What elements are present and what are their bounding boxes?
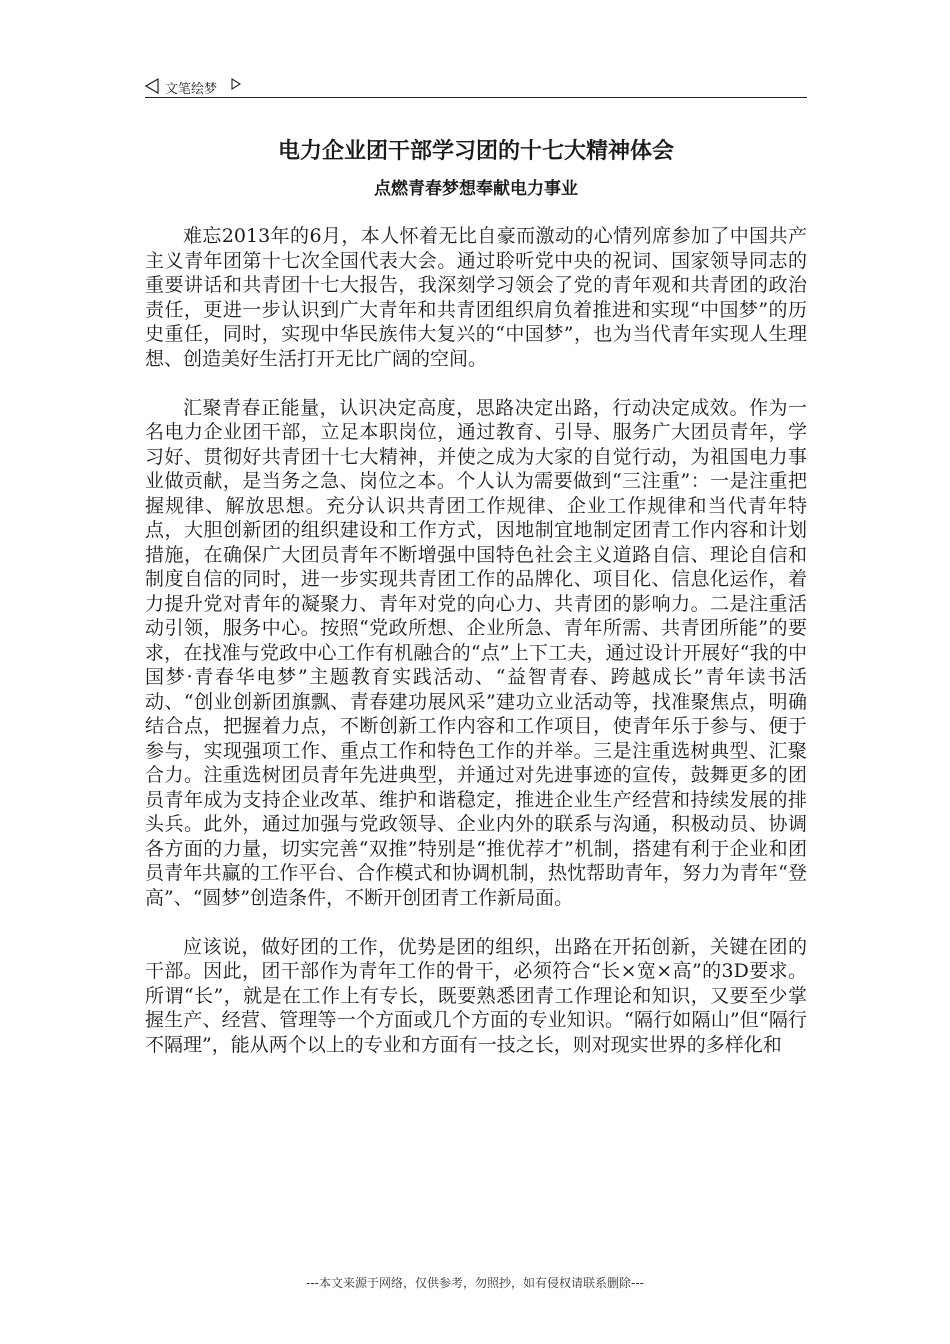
- body-paragraph: 应该说，做好团的工作，优势是团的组织，出路在开拓创新，关键在团的干部。因此，团干部作为青年工作的骨干，必须符合“长×宽×高”的3D要求。所谓“长”，就是在工作上有专长，既要熟悉团青工作理论和知识，又要至少掌握生产、经营、管理等一个方面或几个方面的专业知识。“隔行如隔山”但“隔行不隔理”，能从两个以上的专业和方面有一技之长，则对现实世界的多样化和: [145, 935, 807, 1056]
- document-title: 电力企业团干部学习团的十七大精神体会: [277, 139, 674, 164]
- triangle-right-icon: [231, 78, 241, 94]
- document-subtitle: 点燃青春梦想奉献电力事业: [374, 179, 578, 199]
- page-header: [145, 74, 807, 98]
- footer-disclaimer: ---本文来源于网络，仅供参考，勿照抄，如有侵权请联系删除---: [306, 1276, 644, 1290]
- triangle-left-icon: [145, 78, 159, 98]
- header-brand: 文笔绘梦: [165, 82, 218, 97]
- header-divider: [145, 97, 807, 98]
- document-body: [145, 224, 807, 1057]
- body-paragraph: 难忘2013年的6月，本人怀着无比自豪而激动的心情列席参加了中国共产主义青年团第十七次全国代表大会。通过聆听党中央的祝词、国家领导同志的重要讲话和共青团十七大报告，我深刻学习领会了党的青年观和共青团的政治责任，更进一步认识到广大青年和共青团组织肩负着推进和实现“中国梦”的历史重任，同时，实现中华民族伟大复兴的“中国梦”，也为当代青年实现人生理想、创造美好生活打开无比广阔的空间。: [145, 225, 807, 370]
- body-paragraph: 汇聚青春正能量，认识决定高度，思路决定出路，行动决定成效。作为一名电力企业团干部，立足本职岗位，通过教育、引导、服务广大团员青年，学习好、贯彻好共青团十七大精神，并使之成为大家的自觉行动，为祖国电力事业做贡献，是当务之急、岗位之本。个人认为需要做到“三注重”：一是注重把握规律、解放思想。充分认识共青团工作规律、企业工作规律和当代青年特点，大胆创新团的组织建设和工作方式，因地制宜地制定团青工作内容和计划措施，在确保广大团员青年不断增强中国特色社会主义道路自信、理论自信和制度自信的同时，进一步实现共青团工作的品牌化、项目化、信息化运作，着力提升党对青年的凝聚力、青年对党的向心力、共青团的影响力。二是注重活动引领，服务中心。按照“党政所想、企业所急、青年所需、共青团所能”的要求，在找准与党政中心工作有机融合的“点”上下工夫，通过设计开展好“我的中国梦·青春华电梦”主题教育实践活动、“益智青春、跨越成长”青年读书活动、“创业创新团旗飘、青春建功展风采”建功立业活动等，找准聚焦点，明确结合点，把握着力点，不断创新工作内容和工作项目，使青年乐于参与、便于参与，实现强项工作、重点工作和特色工作的并举。三是注重选树典型、汇聚合力。注重选树团员青年先进典型，并通过对先进事迹的宣传，鼓舞更多的团员青年成为支持企业改革、维护和谐稳定，推进企业生产经营和持续发展的排头兵。此外，通过加强与党政领导、企业内外的联系与沟通，积极动员、协调各方面的力量，切实完善“双推”特别是“推优荐才”机制，搭建有利于企业和团员青年共赢的工作平台、合作模式和协调机制，热忱帮助青年，努力为青年“登高”、“圆梦”创造条件，不断开创团青工作新局面。: [145, 396, 807, 909]
